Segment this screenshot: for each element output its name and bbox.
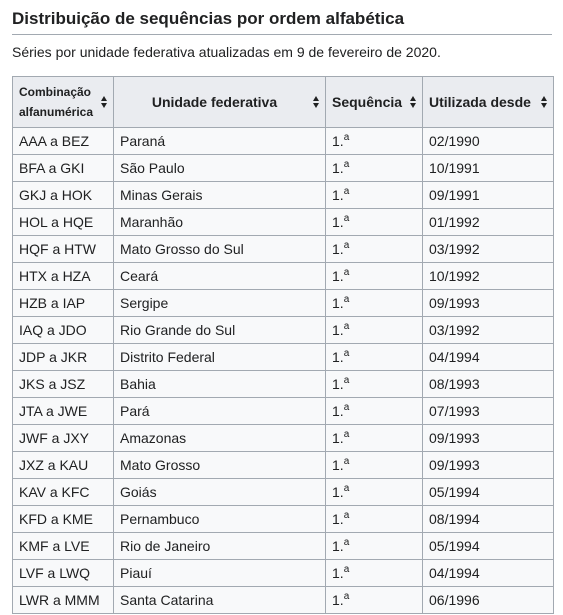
- table-caption: Séries por unidade federativa atualizadas em 9 de fevereiro de 2020.: [12, 44, 441, 60]
- sequence-ordinal: a: [343, 456, 350, 467]
- sequence-number: 1.: [332, 187, 344, 203]
- cell-sequencia: [326, 560, 423, 587]
- cell-sequencia: [326, 155, 423, 182]
- sort-icon[interactable]: [410, 95, 417, 109]
- cell-utilizada-desde: 06/1996: [423, 587, 554, 614]
- column-header-label: Sequência: [332, 94, 403, 110]
- sequence-ordinal: a: [343, 159, 350, 170]
- cell-sequencia: [326, 452, 423, 479]
- cell-utilizada-desde: 08/1994: [423, 506, 554, 533]
- cell-unidade-federativa: Distrito Federal: [114, 344, 326, 371]
- cell-unidade-federativa: São Paulo: [114, 155, 326, 182]
- sequence-number: 1.: [332, 349, 344, 365]
- cell-combinacao: KAV a KFC: [13, 479, 114, 506]
- sequence-ordinal: a: [343, 213, 350, 224]
- cell-utilizada-desde: 03/1992: [423, 236, 554, 263]
- cell-sequencia: [326, 263, 423, 290]
- table-row: [13, 371, 554, 398]
- sequence-table: [12, 76, 554, 614]
- cell-utilizada-desde: 09/1993: [423, 425, 554, 452]
- cell-sequencia: [326, 344, 423, 371]
- column-header-unidade-federativa[interactable]: [114, 77, 326, 128]
- cell-utilizada-desde: 09/1993: [423, 290, 554, 317]
- cell-combinacao: GKJ a HOK: [13, 182, 114, 209]
- table-row: [13, 317, 554, 344]
- cell-combinacao: IAQ a JDO: [13, 317, 114, 344]
- table-header-row: [13, 77, 554, 128]
- sequence-ordinal: a: [343, 267, 350, 278]
- sequence-number: 1.: [332, 214, 344, 230]
- cell-sequencia: [326, 317, 423, 344]
- sequence-number: 1.: [332, 565, 344, 581]
- cell-unidade-federativa: Piauí: [114, 560, 326, 587]
- table-row: [13, 587, 554, 614]
- sequence-number: 1.: [332, 538, 344, 554]
- cell-combinacao: KFD a KME: [13, 506, 114, 533]
- column-header-sequencia[interactable]: [326, 77, 423, 128]
- sequence-number: 1.: [332, 322, 344, 338]
- cell-utilizada-desde: 07/1993: [423, 398, 554, 425]
- table-row: [13, 263, 554, 290]
- cell-utilizada-desde: 04/1994: [423, 344, 554, 371]
- cell-sequencia: [326, 371, 423, 398]
- table-row: [13, 398, 554, 425]
- cell-utilizada-desde: 08/1993: [423, 371, 554, 398]
- cell-combinacao: AAA a BEZ: [13, 128, 114, 155]
- table-row: [13, 533, 554, 560]
- sequence-ordinal: a: [343, 591, 350, 602]
- cell-unidade-federativa: Rio de Janeiro: [114, 533, 326, 560]
- sequence-ordinal: a: [343, 186, 350, 197]
- cell-sequencia: [326, 290, 423, 317]
- cell-utilizada-desde: 05/1994: [423, 479, 554, 506]
- sequence-ordinal: a: [343, 483, 350, 494]
- cell-utilizada-desde: 02/1990: [423, 128, 554, 155]
- sequence-ordinal: a: [343, 375, 350, 386]
- cell-unidade-federativa: Pernambuco: [114, 506, 326, 533]
- cell-combinacao: BFA a GKI: [13, 155, 114, 182]
- sequence-number: 1.: [332, 457, 344, 473]
- table-row: [13, 560, 554, 587]
- sequence-ordinal: a: [343, 132, 350, 143]
- cell-combinacao: JKS a JSZ: [13, 371, 114, 398]
- cell-combinacao: HOL a HQE: [13, 209, 114, 236]
- cell-unidade-federativa: Sergipe: [114, 290, 326, 317]
- cell-utilizada-desde: 01/1992: [423, 209, 554, 236]
- table-row: [13, 479, 554, 506]
- cell-unidade-federativa: Goiás: [114, 479, 326, 506]
- cell-unidade-federativa: Pará: [114, 398, 326, 425]
- sequence-ordinal: a: [343, 510, 350, 521]
- section-heading: Distribuição de sequências por ordem alfabética: [12, 9, 405, 28]
- sequence-number: 1.: [332, 133, 344, 149]
- cell-sequencia: [326, 398, 423, 425]
- column-header-label-line2: alfanumérica: [19, 105, 94, 119]
- sequence-number: 1.: [332, 511, 344, 527]
- table-row: [13, 290, 554, 317]
- table-row: [13, 209, 554, 236]
- sequence-number: 1.: [332, 376, 344, 392]
- sequence-number: 1.: [332, 430, 344, 446]
- sequence-number: 1.: [332, 268, 344, 284]
- sequence-ordinal: a: [343, 240, 350, 251]
- cell-sequencia: [326, 236, 423, 263]
- cell-utilizada-desde: 05/1994: [423, 533, 554, 560]
- column-header-label-line1: Combinação: [19, 85, 92, 99]
- cell-combinacao: JXZ a KAU: [13, 452, 114, 479]
- cell-combinacao: JWF a JXY: [13, 425, 114, 452]
- cell-sequencia: [326, 425, 423, 452]
- table-row: [13, 452, 554, 479]
- sequence-ordinal: a: [343, 321, 350, 332]
- sequence-ordinal: a: [343, 294, 350, 305]
- cell-unidade-federativa: Bahia: [114, 371, 326, 398]
- sequence-number: 1.: [332, 403, 344, 419]
- column-header-label: Unidade federativa: [151, 94, 278, 110]
- cell-sequencia: [326, 587, 423, 614]
- column-header-combinacao[interactable]: [13, 77, 114, 128]
- cell-unidade-federativa: Rio Grande do Sul: [114, 317, 326, 344]
- table-row: [13, 128, 554, 155]
- cell-unidade-federativa: Paraná: [114, 128, 326, 155]
- cell-combinacao: HQF a HTW: [13, 236, 114, 263]
- cell-utilizada-desde: 09/1993: [423, 452, 554, 479]
- cell-sequencia: [326, 182, 423, 209]
- sequence-number: 1.: [332, 160, 344, 176]
- table-row: [13, 155, 554, 182]
- cell-unidade-federativa: Maranhão: [114, 209, 326, 236]
- table-row: [13, 182, 554, 209]
- table-row: [13, 236, 554, 263]
- cell-utilizada-desde: 10/1992: [423, 263, 554, 290]
- heading-divider: [12, 34, 552, 35]
- cell-unidade-federativa: Amazonas: [114, 425, 326, 452]
- column-header-label: Utilizada desde: [429, 94, 531, 110]
- sequence-ordinal: a: [343, 429, 350, 440]
- sequence-number: 1.: [332, 484, 344, 500]
- cell-combinacao: LVF a LWQ: [13, 560, 114, 587]
- cell-combinacao: LWR a MMM: [13, 587, 114, 614]
- table-row: [13, 344, 554, 371]
- sequence-ordinal: a: [343, 402, 350, 413]
- cell-sequencia: [326, 128, 423, 155]
- table-body: [13, 128, 554, 614]
- sequence-ordinal: a: [343, 348, 350, 359]
- sequence-ordinal: a: [343, 537, 350, 548]
- cell-sequencia: [326, 209, 423, 236]
- cell-combinacao: JTA a JWE: [13, 398, 114, 425]
- sequence-number: 1.: [332, 592, 344, 608]
- table-row: [13, 506, 554, 533]
- cell-utilizada-desde: 10/1991: [423, 155, 554, 182]
- cell-unidade-federativa: Mato Grosso do Sul: [114, 236, 326, 263]
- column-header-utilizada-desde[interactable]: [423, 77, 554, 128]
- cell-unidade-federativa: Santa Catarina: [114, 587, 326, 614]
- cell-utilizada-desde: 09/1991: [423, 182, 554, 209]
- sequence-number: 1.: [332, 241, 344, 257]
- cell-combinacao: HTX a HZA: [13, 263, 114, 290]
- cell-utilizada-desde: 04/1994: [423, 560, 554, 587]
- sequence-ordinal: a: [343, 564, 350, 575]
- sequence-number: 1.: [332, 295, 344, 311]
- cell-unidade-federativa: Mato Grosso: [114, 452, 326, 479]
- cell-unidade-federativa: Minas Gerais: [114, 182, 326, 209]
- table-row: [13, 425, 554, 452]
- cell-utilizada-desde: 03/1992: [423, 317, 554, 344]
- cell-combinacao: HZB a IAP: [13, 290, 114, 317]
- cell-sequencia: [326, 479, 423, 506]
- cell-combinacao: JDP a JKR: [13, 344, 114, 371]
- cell-sequencia: [326, 533, 423, 560]
- sort-icon[interactable]: [541, 95, 548, 109]
- sort-icon[interactable]: [101, 95, 108, 109]
- sort-icon[interactable]: [313, 95, 320, 109]
- cell-unidade-federativa: Ceará: [114, 263, 326, 290]
- cell-combinacao: KMF a LVE: [13, 533, 114, 560]
- cell-sequencia: [326, 506, 423, 533]
